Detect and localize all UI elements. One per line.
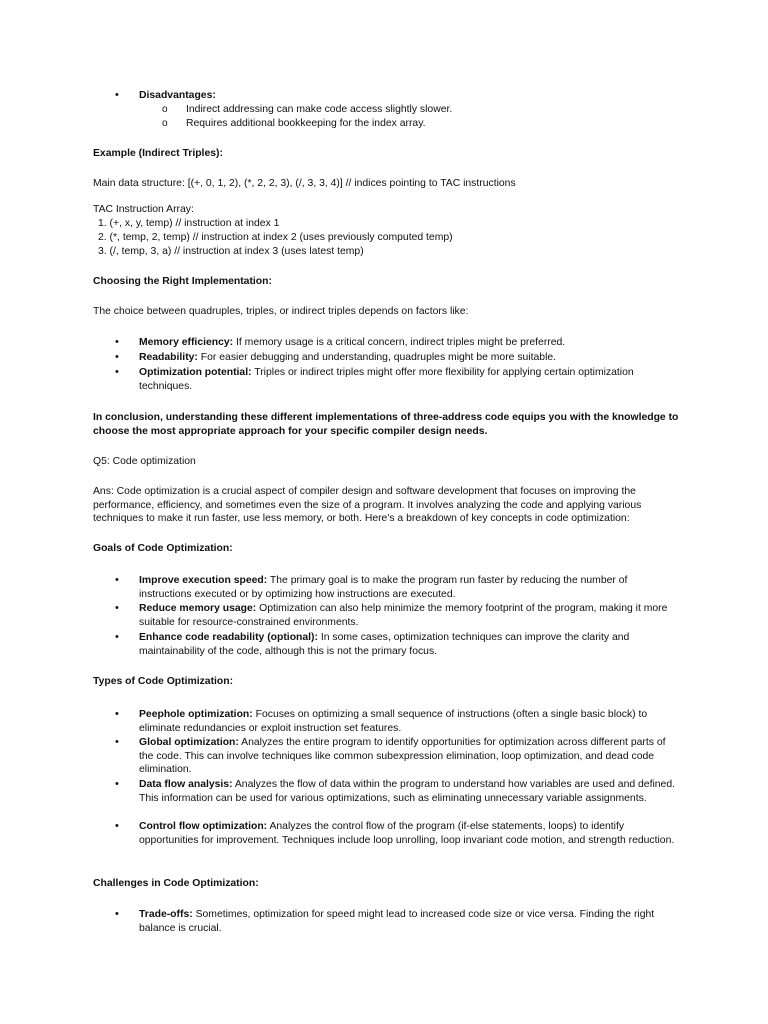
challenges-heading: Challenges in Code Optimization: (93, 878, 259, 889)
tac-line: 2. (*, temp, 2, temp) // instruction at index 2 (uses previously computed temp) (98, 232, 453, 243)
bullet-icon: • (115, 574, 119, 586)
bullet-icon: • (115, 602, 119, 614)
answer-paragraph: Ans: Code optimization is a crucial aspect of compiler design and software development that focuses on improving the performance, efficiency, and sometimes even the size of a program. It involves analyzing the code and applying various techniques to make it run faster, use less memory, or both. Here's a breakdown of key concepts in code optimization: (93, 486, 642, 525)
conclusion-paragraph: In conclusion, understanding these different implementations of three-address code equips you with the knowledge to choose the most appropriate approach for your specific compiler design needs. (93, 412, 679, 437)
bullet-icon: • (115, 366, 119, 378)
disadvantage-item: Requires additional bookkeeping for the index array. (186, 118, 426, 129)
list-item: Peephole optimization: Focuses on optimizing a small sequence of instructions (often a single basic block) to eliminate redundancies or exploit instruction set features. (139, 709, 648, 734)
example-heading: Example (Indirect Triples): (93, 148, 223, 159)
list-item: Enhance code readability (optional): In some cases, optimization techniques can improve the clarity and maintainability of the code, although this is not the primary focus. (139, 632, 630, 657)
main-structure-line: Main data structure: [(+, 0, 1, 2), (*, 2, 2, 3), (/, 3, 3, 4)] // indices pointing to TAC instructions (93, 178, 516, 189)
types-heading: Types of Code Optimization: (93, 676, 234, 687)
choosing-intro: The choice between quadruples, triples, or indirect triples depends on factors like: (93, 306, 469, 317)
bullet-icon: • (115, 89, 119, 101)
list-item: Reduce memory usage: Optimization can also help minimize the memory footprint of the program, making it more suitable for resource-constrained environments. (139, 603, 668, 628)
bullet-icon: • (115, 708, 119, 720)
bullet-icon: • (115, 820, 119, 832)
list-item: Global optimization: Analyzes the entire program to identify opportunities for optimization across different parts of the code. This can involve techniques like common subexpression elimination, loop optimization, and dead code elimination. (139, 737, 666, 776)
bullet-icon: • (115, 351, 119, 363)
goals-heading: Goals of Code Optimization: (93, 543, 233, 554)
list-item: Control flow optimization: Analyzes the control flow of the program (if-else statements, loops) to identify opportunities for improvement. Techniques include loop unrolling, loop invariant code motion, and strength reduction. (139, 821, 675, 846)
list-item: Memory efficiency: If memory usage is a critical concern, indirect triples might be preferred. (139, 337, 566, 348)
question-title: Q5: Code optimization (93, 456, 196, 467)
list-item: Data flow analysis: Analyzes the flow of data within the program to understand how variables are used and defined. This information can be used for various optimizations, such as eliminating unnecessary variable assignments. (139, 779, 676, 804)
bullet-icon: • (115, 736, 119, 748)
bullet-icon: • (115, 778, 119, 790)
tac-line: 1. (+, x, y, temp) // instruction at index 1 (98, 218, 280, 229)
list-item: Optimization potential: Triples or indirect triples might offer more flexibility for applying certain optimization techniques. (139, 367, 634, 392)
list-item: Trade-offs: Sometimes, optimization for speed might lead to increased code size or vice versa. Finding the right balance is crucial. (139, 909, 655, 934)
disadvantages-label: Disadvantages: (139, 90, 216, 101)
tac-title: TAC Instruction Array: (93, 204, 194, 215)
bullet-icon: • (115, 336, 119, 348)
list-item: Readability: For easier debugging and understanding, quadruples might be more suitable. (139, 352, 557, 363)
sub-bullet-icon: o (162, 104, 168, 115)
sub-bullet-icon: o (162, 118, 168, 129)
choosing-heading: Choosing the Right Implementation: (93, 276, 272, 287)
bullet-icon: • (115, 631, 119, 643)
bullet-icon: • (115, 908, 119, 920)
disadvantage-item: Indirect addressing can make code access slightly slower. (186, 104, 453, 115)
list-item: Improve execution speed: The primary goal is to make the program run faster by reducing the number of instructions executed or by optimizing how instructions are executed. (139, 575, 628, 600)
tac-line: 3. (/, temp, 3, a) // instruction at index 3 (uses latest temp) (98, 246, 364, 257)
